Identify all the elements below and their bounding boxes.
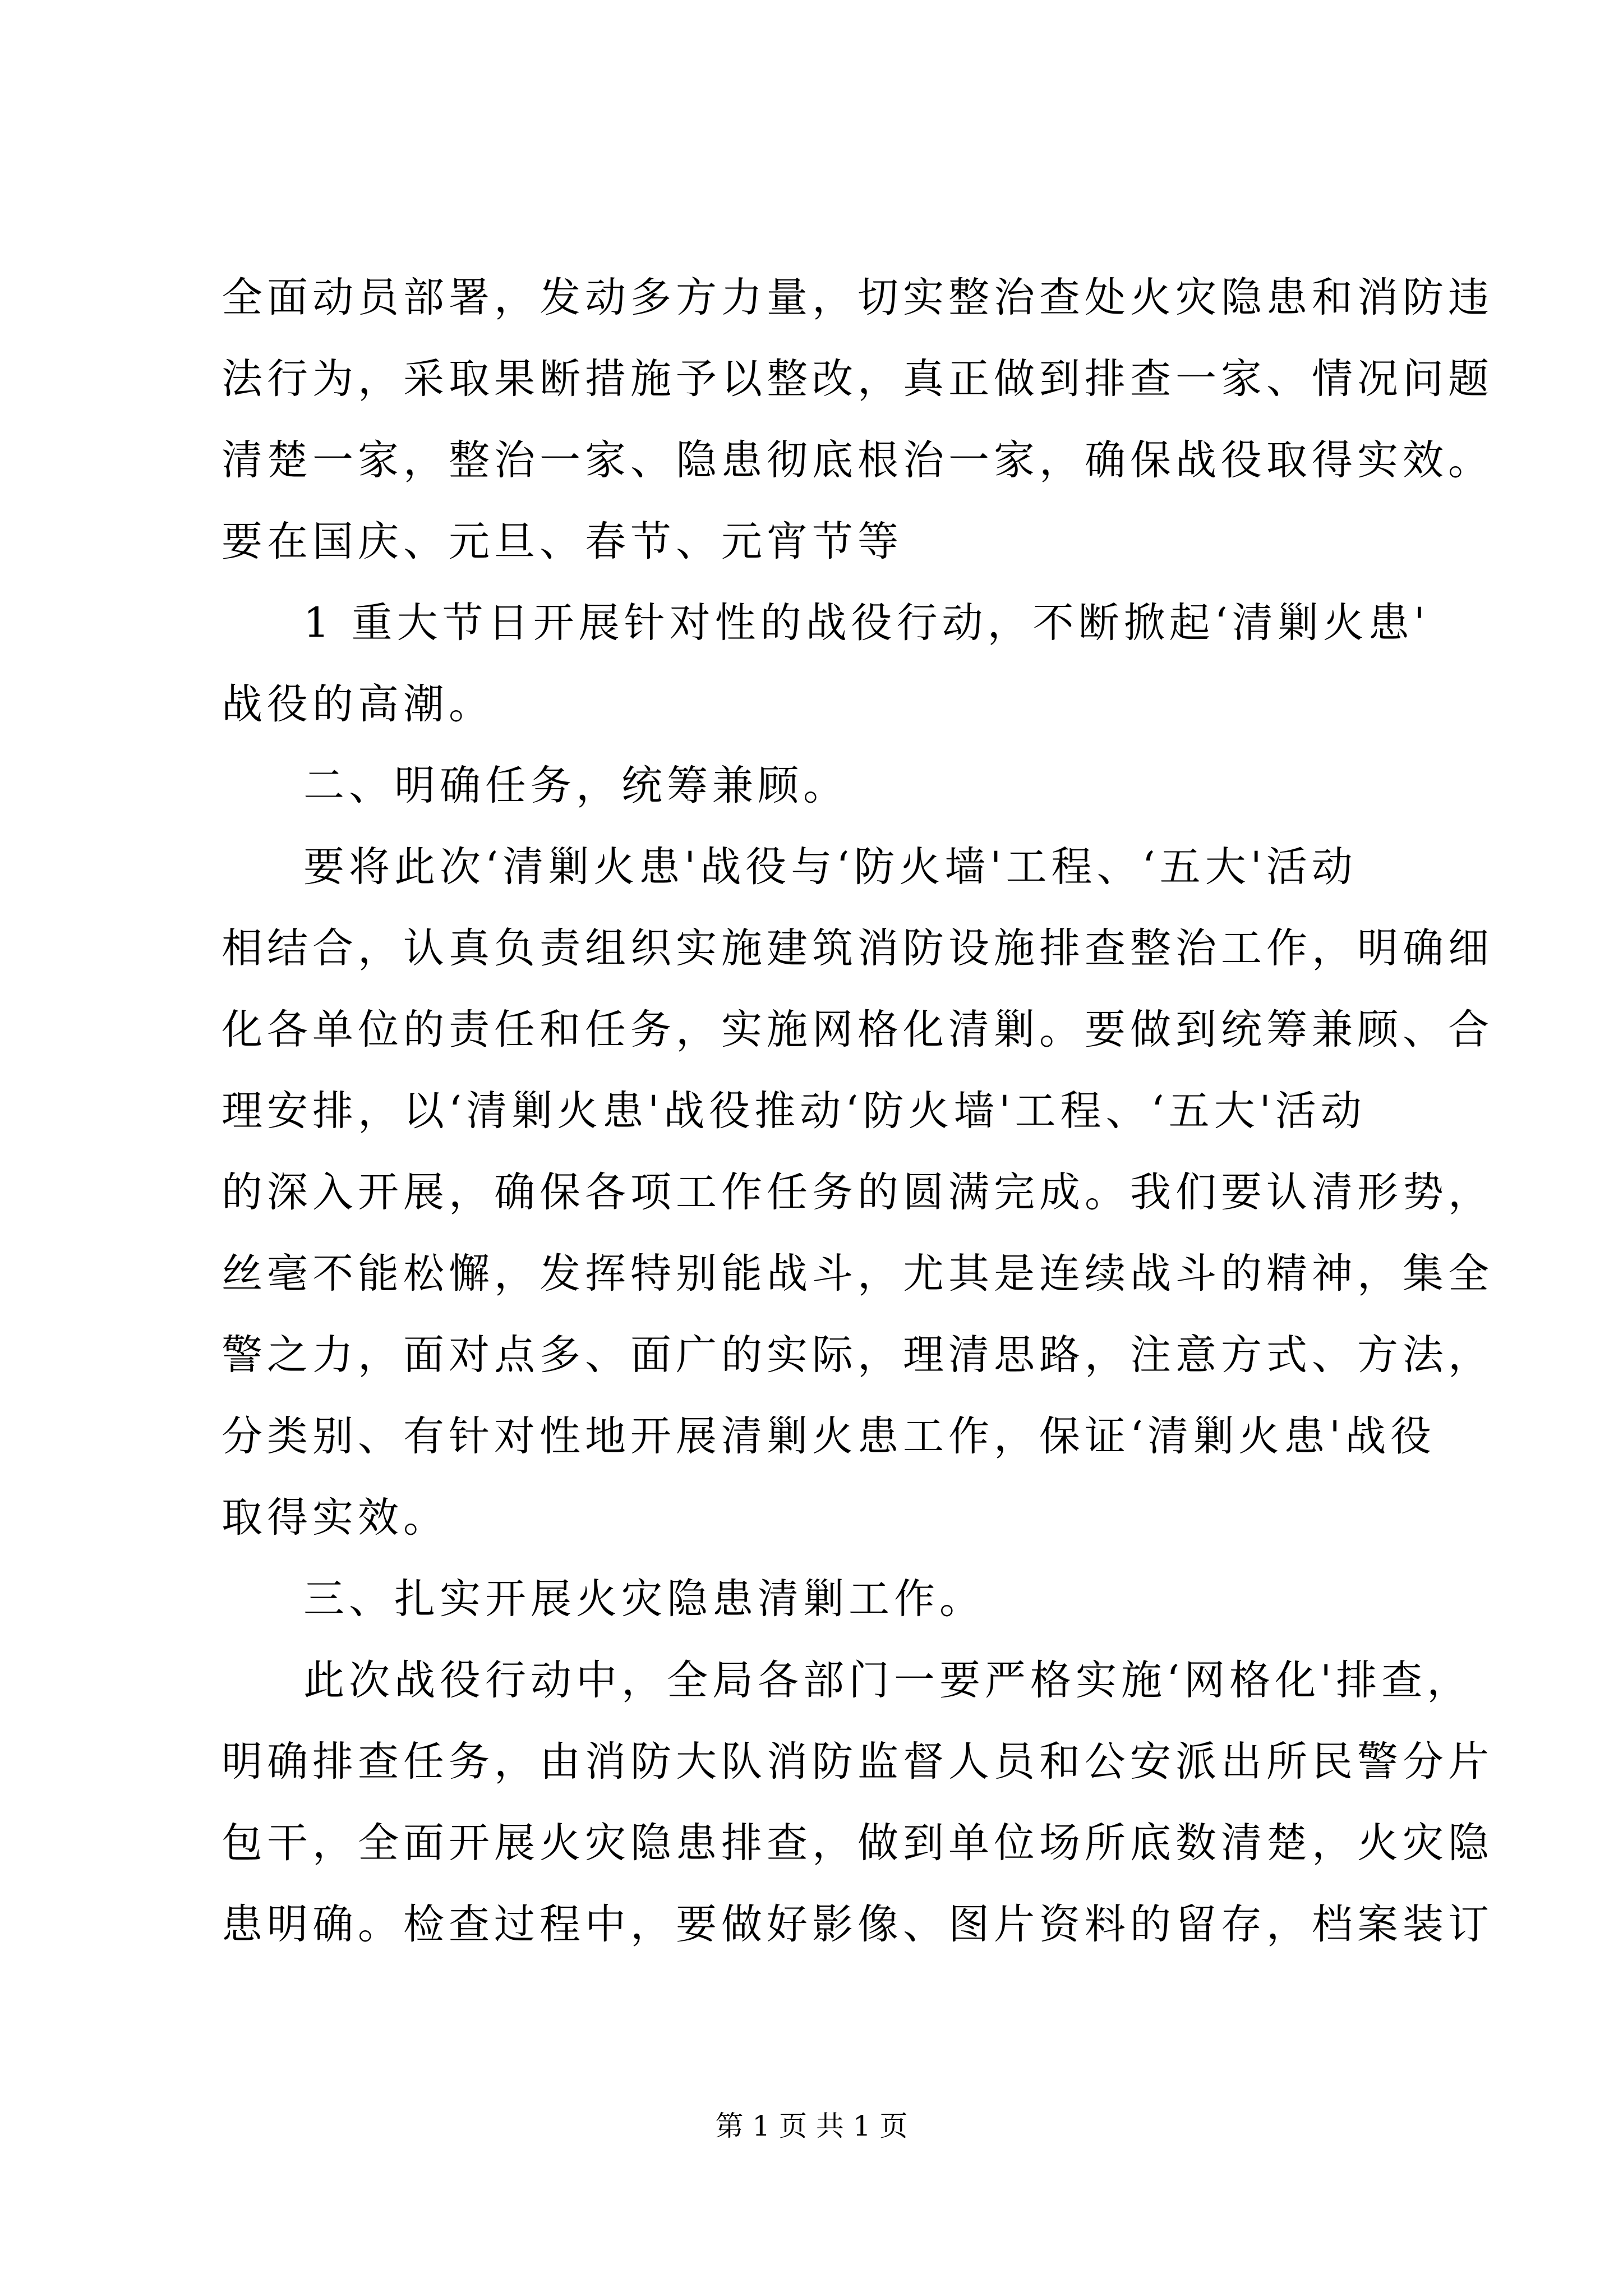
text-line: 明确排查任务，由消防大队消防监督人员和公安派出所民警分片: [222, 1738, 1493, 1786]
text-line: 战役的高潮。: [222, 680, 494, 728]
text-line: 分类别、有针对性地开展清剿火患工作，保证‘清剿火患'战役: [222, 1412, 1436, 1460]
text-line: 患明确。检查过程中，要做好影像、图片资料的留存，档案装订: [222, 1901, 1493, 1948]
text-line: 取得实效。: [222, 1494, 449, 1542]
text-line: 要将此次‘清剿火患'战役与‘防火墙'工程、‘五大'活动: [303, 843, 1357, 891]
text-line: 二、明确任务，统筹兼顾。: [303, 762, 849, 809]
text-line: 1 重大节日开展针对性的战役行动，不断掀起‘清剿火患': [303, 599, 1430, 647]
text-line: 丝毫不能松懈，发挥特别能战斗，尤其是连续战斗的精神，集全: [222, 1250, 1493, 1297]
text-line: 全面动员部署，发动多方力量，切实整治查处火灾隐患和消防违: [222, 274, 1493, 321]
text-line: 清楚一家，整治一家、隐患彻底根治一家，确保战役取得实效。: [222, 436, 1493, 484]
text-line: 三、扎实开展火灾隐患清剿工作。: [303, 1575, 985, 1623]
text-line: 法行为，采取果断措施予以整改，真正做到排查一家、情况问题: [222, 355, 1493, 403]
text-line: 要在国庆、元旦、春节、元宵节等: [222, 518, 903, 565]
page-footer: 第 1 页 共 1 页: [715, 2110, 908, 2142]
text-line: 警之力，面对点多、面广的实际，理清思路，注意方式、方法，: [222, 1331, 1493, 1379]
text-line: 此次战役行动中，全局各部门一要严格实施‘网格化'排查，: [303, 1657, 1473, 1704]
text-line: 的深入开展，确保各项工作任务的圆满完成。我们要认清形势，: [222, 1168, 1493, 1216]
text-line: 理安排，以‘清剿火患'战役推动‘防火墙'工程、‘五大'活动: [222, 1087, 1366, 1135]
document-body: [222, 257, 1493, 1965]
text-line: 包干，全面开展火灾隐患排查，做到单位场所底数清楚，火灾隐: [222, 1819, 1493, 1867]
text-line: 相结合，认真负责组织实施建筑消防设施排查整治工作，明确细: [222, 924, 1493, 972]
text-line: 化各单位的责任和任务，实施网格化清剿。要做到统筹兼顾、合: [222, 1006, 1493, 1053]
